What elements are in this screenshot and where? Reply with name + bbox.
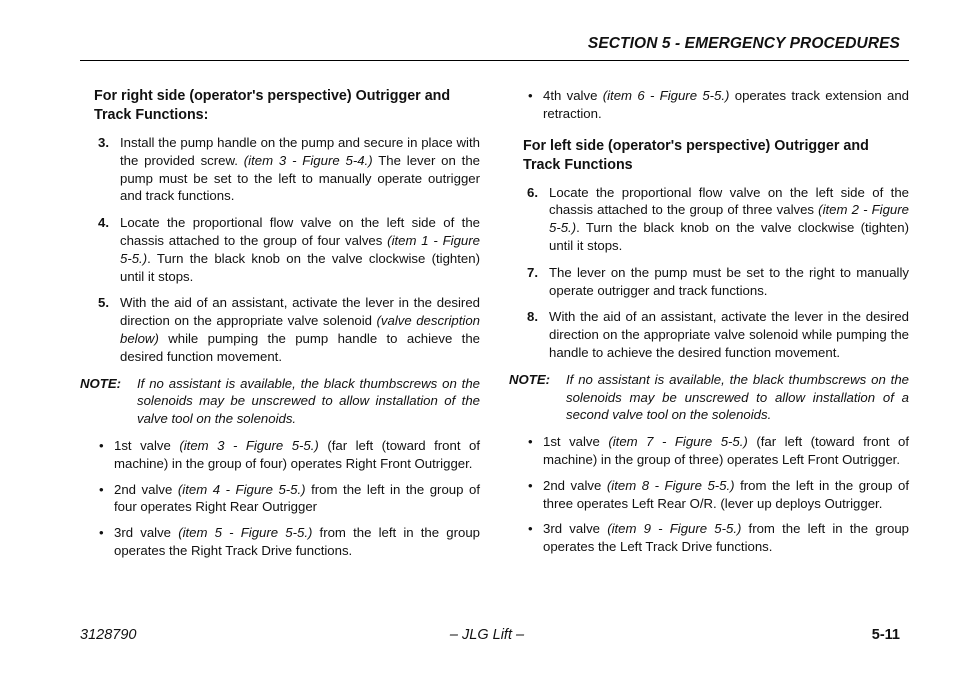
step-8 xyxy=(509,308,909,361)
step-5 xyxy=(80,294,480,365)
step-text: With the aid of an assistant, activate the lever in the desired direction on the appropriate valve solenoid (valve description below) while pumping the pump handle to achieve the desired function movement. xyxy=(120,295,480,364)
step-text: The lever on the pump must be set to the right to manually operate outrigger and track functions. xyxy=(549,264,909,298)
bullet-icon: • xyxy=(99,437,104,453)
list-item: • 1st valve (item 3 - Figure 5-5.) (far left (toward front of machine) in the group of four) operates Right Front Outrigger. xyxy=(99,437,480,471)
step-7 xyxy=(509,264,909,300)
bullet-icon: • xyxy=(99,525,104,541)
right-side-heading: For right side (operator's perspective) Outrigger and Track Functions: xyxy=(94,88,451,123)
step-6 xyxy=(509,184,909,255)
step-number: 7. xyxy=(527,264,538,280)
step-number: 3. xyxy=(98,135,109,150)
bullet-icon: • xyxy=(528,521,533,537)
step-text: With the aid of an assistant, activate the lever in the desired direction on the appropriate valve solenoid while pumping the handle to achieve the desired function movement. xyxy=(549,309,909,360)
note xyxy=(80,375,480,428)
bullet-icon: • xyxy=(528,88,533,103)
left-column xyxy=(80,87,480,568)
step-number: 4. xyxy=(98,215,109,231)
bullet-icon: • xyxy=(99,481,104,497)
right-column xyxy=(509,87,909,564)
step-text: Install the pump handle on the pump and secure in place with the provided screw. (item 3 - Figure 5-4.) The lever on the pump must be set to the left to manually operate outrigger and track functions. xyxy=(120,135,480,204)
step-4 xyxy=(80,214,480,285)
list-item: • 3rd valve (item 9 - Figure 5-5.) from the left in the group operates the Left Track Drive functions. xyxy=(528,521,909,555)
step-number: 8. xyxy=(527,309,538,325)
step-text: Locate the proportional flow valve on the left side of the chassis attached to the group of three valves (item 2 - Figure 5-5.). Turn the black knob on the valve clockwise (tighten) until it stops. xyxy=(549,184,909,253)
document-number: 3128790 xyxy=(80,627,137,643)
step-3 xyxy=(80,134,480,205)
note-label: NOTE: xyxy=(80,375,122,391)
left-side-heading: For left side (operator's perspective) Outrigger and Track Functions xyxy=(523,137,869,173)
list-item: • 2nd valve (item 4 - Figure 5-5.) from the left in the group of four operates Right Rear Outrigger xyxy=(99,481,480,515)
section-title: SECTION 5 - EMERGENCY PROCEDURES xyxy=(587,35,900,52)
note-text: If no assistant is available, the black thumbscrews on the solenoids may be unscrewed to allow installation of a second valve tool on the solenoids. xyxy=(566,371,909,423)
list-item: • 4th valve (item 6 - Figure 5-5.) operates track extension and retraction. xyxy=(528,88,909,121)
step-number: 6. xyxy=(527,184,538,200)
note-label: NOTE: xyxy=(509,371,551,387)
note-text: If no assistant is available, the black thumbscrews on the solenoids may be unscrewed to allow installation of the valve tool on the solenoids. xyxy=(137,375,480,427)
bullet-icon: • xyxy=(528,477,533,493)
note xyxy=(509,371,909,424)
step-text: Locate the proportional flow valve on the left side of the chassis attached to the group of four valves (item 1 - Figure 5-5.). Turn the black knob on the valve clockwise (tighten) until it stops. xyxy=(120,215,480,284)
footer-brand: – JLG Lift – xyxy=(449,627,525,643)
step-number: 5. xyxy=(98,295,109,311)
list-item: • 2nd valve (item 8 - Figure 5-5.) from the left in the group of three operates Left Rear O/R. (lever up deploys Outrigger. xyxy=(528,477,909,511)
bullet-icon: • xyxy=(528,434,533,450)
header-divider xyxy=(80,60,909,61)
list-item: • 1st valve (item 7 - Figure 5-5.) (far left (toward front of machine) in the group of three) operates Left Front Outrigger. xyxy=(528,434,909,467)
page-number: 5-11 xyxy=(871,627,900,643)
list-item: • 3rd valve (item 5 - Figure 5-5.) from the left in the group operates the Right Track Drive functions. xyxy=(99,525,480,558)
